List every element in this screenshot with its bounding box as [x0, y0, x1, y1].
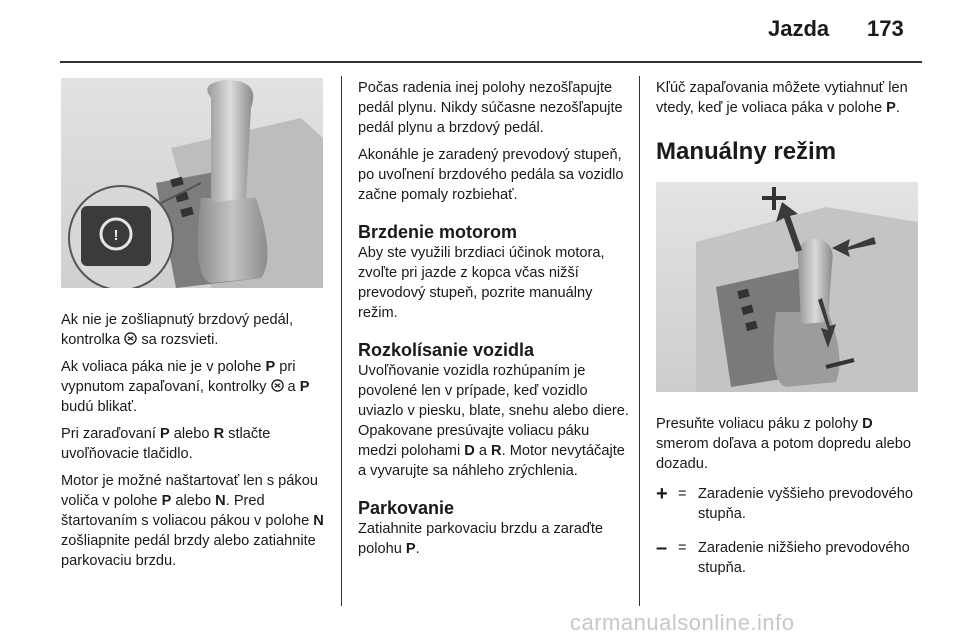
paragraph: Akonáhle je zaradený prevodový stupeň, po uvoľnení brzdového pedála sa vozidlo začne pomaly rozbiehať. — [358, 147, 624, 203]
legend-equals: = — [678, 486, 687, 502]
paragraph: Ak nie je zošliapnutý brzdový pedál, kontrolka sa rozsvieti. — [61, 312, 294, 348]
legend-text: Zaradenie vyššieho prevodového stupňa. — [698, 486, 913, 522]
plus-icon: + — [656, 483, 668, 505]
page-title: Jazda — [768, 16, 830, 41]
brake-pedal-lamp-icon — [271, 379, 284, 392]
section-heading: Brzdenie motorom — [358, 222, 518, 242]
gear-lever-photo — [61, 78, 323, 288]
svg-text:!: ! — [113, 227, 119, 244]
legend-item-upshift — [656, 484, 922, 524]
paragraph: Motor je možné naštartovať len s pákou voliča v polohe P alebo N. Pred štartovaním s voliacou pákou v polohe N zošliapnite pedál brzdy alebo zatiahnite parkovaciu brzdu. — [61, 473, 324, 569]
section-heading: Rozkolísanie vozidla — [358, 340, 535, 360]
paragraph: Aby ste využili brzdiaci účinok motora, zvoľte pri jazde z kopca včas nižší prevodový stupeň, pozrite manuálny režim. — [358, 245, 605, 321]
section-title: Manuálny režim — [656, 138, 837, 165]
paragraph: Ak voliaca páka nie je v polohe P pri vypnutom zapaľovaní, kontrolky a P budú blikať. — [61, 359, 310, 415]
page-number: 173 — [867, 16, 904, 41]
column-divider — [639, 76, 640, 606]
paragraph: Zatiahnite parkovaciu brzdu a zaraďte polohu P. — [358, 521, 604, 557]
brake-pedal-lamp-icon — [124, 332, 137, 345]
watermark: carmanualsonline.info — [570, 610, 795, 635]
column-1 — [61, 78, 327, 578]
paragraph: Počas radenia inej polohy nezošľapujte pedál plynu. Nikdy súčasne nezošľapujte pedál plynu a brzdový pedál. — [358, 80, 623, 136]
paragraph: Pri zaraďovaní P alebo R stlačte uvoľňovacie tlačidlo. — [61, 426, 271, 462]
legend-equals: = — [678, 540, 687, 556]
paragraph: Uvoľňovanie vozidla rozhúpaním je povolené len v prípade, keď vozidlo uviazlo v piesku, blate, snehu alebo diere. Opakovane presúvajte voliacu páku medzi polohami D a R. Motor nevytáčajte a vyvarujte sa náhleho zrýchlenia. — [358, 363, 629, 479]
paragraph: Kľúč zapaľovania môžete vytiahnuť len vtedy, keď je voliaca páka v polohe P. — [656, 80, 908, 116]
column-2 — [358, 78, 630, 566]
header-rule — [60, 61, 922, 63]
column-divider — [341, 76, 342, 606]
legend-text: Zaradenie nižšieho prevodového stupňa. — [698, 540, 910, 576]
manual-mode-photo — [656, 182, 918, 392]
paragraph: Presuňte voliacu páku z polohy D smerom doľava a potom dopredu alebo dozadu. — [656, 416, 911, 472]
minus-icon: – — [656, 537, 668, 559]
legend-item-downshift — [656, 538, 922, 578]
column-3 — [656, 78, 922, 592]
section-heading: Parkovanie — [358, 498, 455, 518]
